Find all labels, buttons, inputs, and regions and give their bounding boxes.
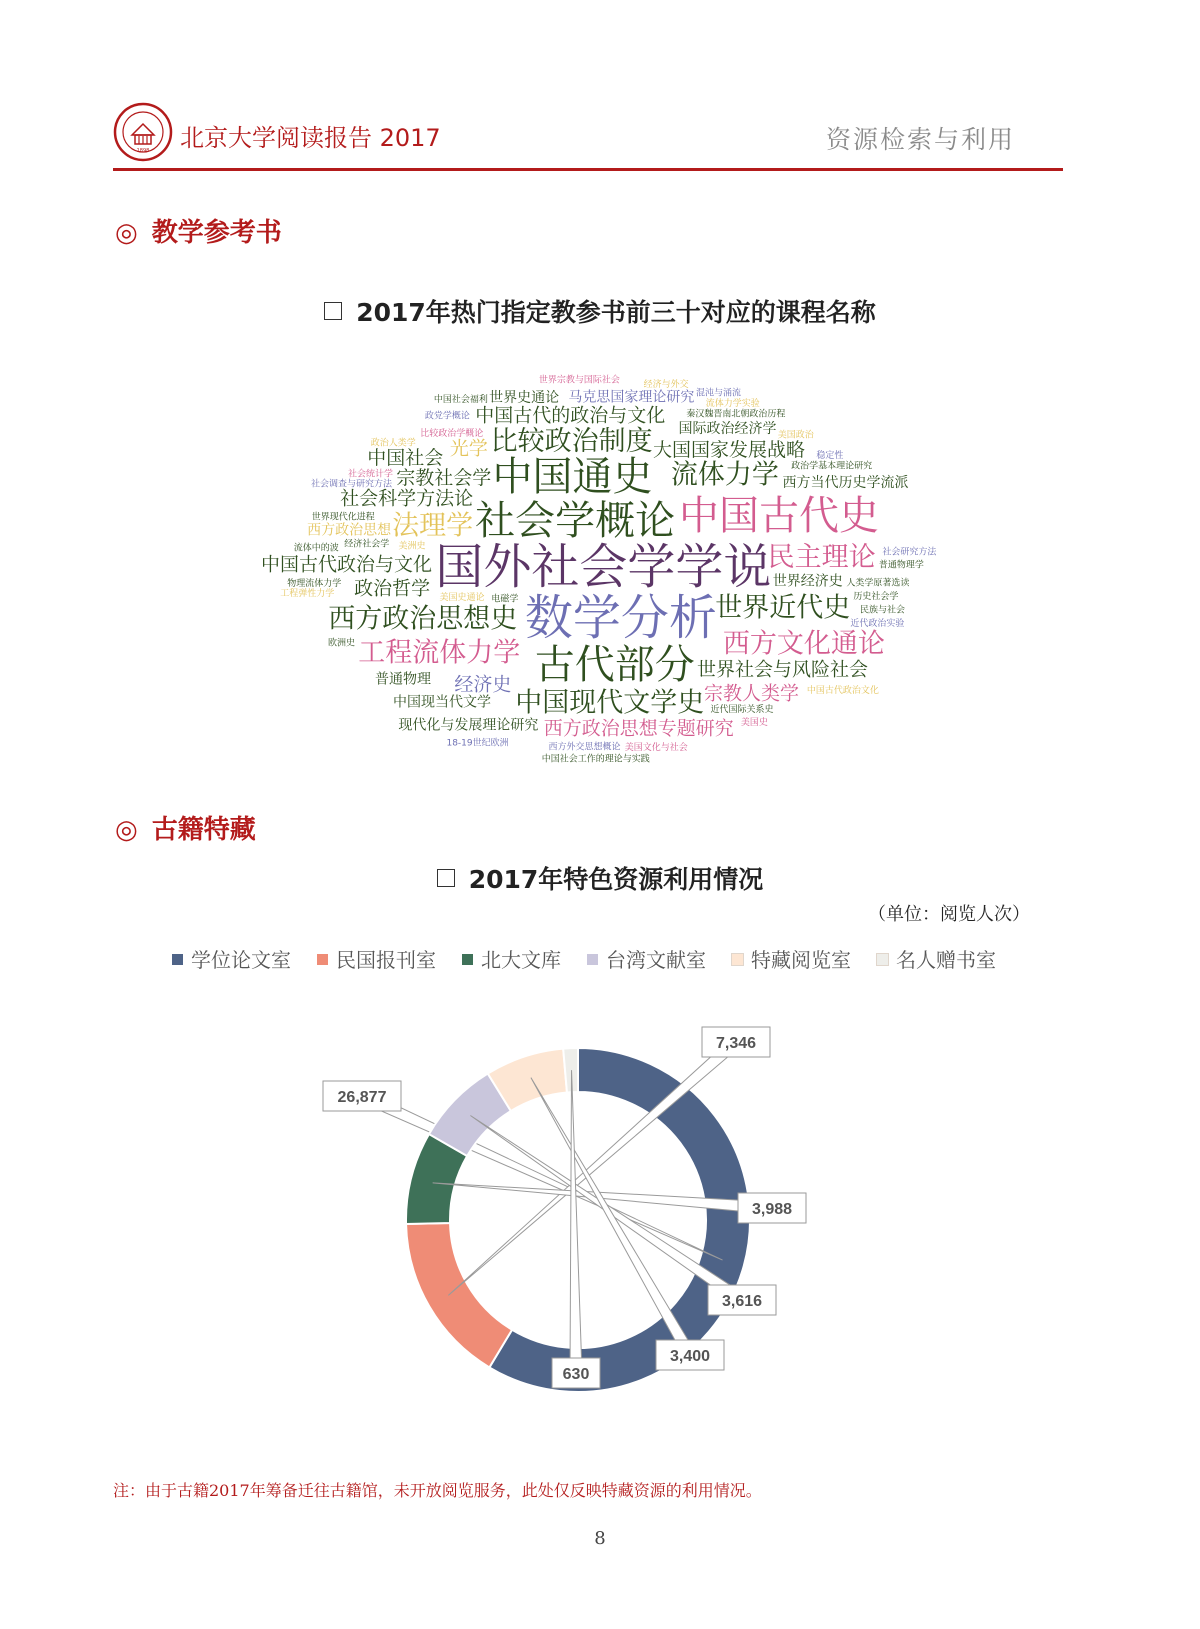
legend-label: 北大文库 bbox=[481, 948, 561, 972]
wordcloud-word: 工程弹性力学 bbox=[280, 588, 335, 599]
data-label: 7,346 bbox=[715, 1035, 757, 1052]
wordcloud-word: 民族与社会 bbox=[859, 605, 905, 616]
wordcloud-word: 大国国家发展战略 bbox=[652, 439, 806, 462]
chart-unit-label: （单位：阅览人次） bbox=[868, 904, 1030, 925]
legend-swatch bbox=[587, 954, 598, 965]
data-label: 3,616 bbox=[721, 1293, 763, 1310]
wordcloud-word: 世界经济史 bbox=[772, 573, 843, 590]
wordcloud-word: 经济社会学 bbox=[344, 539, 390, 550]
wordcloud-word: 社会统计学 bbox=[347, 469, 393, 480]
section-heading-textbooks bbox=[115, 212, 282, 249]
figure-title-wordcloud bbox=[0, 293, 1200, 329]
wordcloud-word: 宗教人类学 bbox=[704, 682, 800, 705]
wordcloud-word: 混沌与涌流 bbox=[695, 388, 741, 399]
wordcloud-word: 政治人类学 bbox=[370, 438, 416, 449]
data-label: 3,400 bbox=[669, 1348, 711, 1365]
legend-item bbox=[587, 944, 706, 973]
wordcloud-word: 西方外交思想概论 bbox=[548, 742, 621, 753]
legend-item bbox=[317, 944, 436, 973]
wordcloud-word: 社会研究方法 bbox=[882, 547, 937, 558]
section-circle-icon: ◎ bbox=[115, 815, 138, 845]
legend-swatch bbox=[462, 954, 473, 965]
wordcloud-word: 社会科学方法论 bbox=[340, 487, 474, 510]
wordcloud-word: 中国社会 bbox=[367, 446, 444, 469]
logo-year: 1898 bbox=[136, 148, 150, 154]
wordcloud-word: 世界近代史 bbox=[715, 592, 851, 624]
chart-legend bbox=[172, 944, 1032, 973]
wordcloud-word: 中国现代文学史 bbox=[515, 687, 705, 719]
wordcloud-word: 中国社会工作的理论与实践 bbox=[541, 754, 650, 765]
wordcloud-word: 美国史通论 bbox=[439, 593, 485, 604]
section-heading-ancient-books bbox=[115, 809, 256, 846]
wordcloud-word: 西方当代历史学流派 bbox=[782, 474, 909, 491]
checkbox-square-icon bbox=[324, 302, 342, 320]
wordcloud-word: 流体中的波 bbox=[293, 543, 339, 554]
wordcloud-word: 秦汉魏晋南北朝政治历程 bbox=[686, 409, 786, 420]
wordcloud-word: 政党学概论 bbox=[424, 411, 470, 422]
donut-chart bbox=[300, 1000, 860, 1460]
wordcloud-word: 西方政治思想 bbox=[307, 522, 392, 539]
wordcloud-word: 流体力学实验 bbox=[705, 398, 760, 409]
wordcloud-word: 美国文化与社会 bbox=[624, 743, 688, 754]
wordcloud-word: 稳定性 bbox=[816, 451, 844, 462]
wordcloud-word: 电磁学 bbox=[491, 594, 519, 605]
wordcloud-word: 法理学 bbox=[392, 510, 474, 542]
wordcloud-word: 人类学原著选读 bbox=[846, 578, 910, 589]
word-cloud bbox=[220, 346, 980, 776]
wordcloud-word: 近代国际关系史 bbox=[710, 704, 774, 715]
wordcloud-word: 世界现代化进程 bbox=[311, 512, 375, 523]
legend-swatch bbox=[877, 954, 888, 965]
wordcloud-word: 美国政治 bbox=[777, 430, 814, 441]
wordcloud-word: 世界社会与风险社会 bbox=[697, 658, 869, 681]
legend-label: 民国报刊室 bbox=[336, 948, 436, 972]
legend-item bbox=[732, 944, 851, 973]
wordcloud-word: 普通物理学 bbox=[878, 560, 924, 571]
wordcloud-word: 国际政治经济学 bbox=[678, 420, 777, 437]
legend-swatch bbox=[172, 954, 183, 965]
checkbox-square-icon bbox=[437, 869, 455, 887]
wordcloud-word: 中国现当代文学 bbox=[393, 694, 492, 711]
header-section-name: 资源检索与利用 bbox=[825, 125, 1015, 154]
wordcloud-word: 西方政治思想专题研究 bbox=[543, 717, 734, 740]
data-label: 26,877 bbox=[337, 1089, 387, 1106]
figure-title-text: 2017年特色资源利用情况 bbox=[468, 865, 764, 894]
legend-label: 学位论文室 bbox=[191, 948, 291, 972]
data-label: 630 bbox=[562, 1366, 590, 1383]
wordcloud-word: 物理流体力学 bbox=[287, 579, 342, 590]
wordcloud-word: 古代部分 bbox=[534, 641, 695, 688]
legend-swatch bbox=[732, 954, 743, 965]
report-title: 北京大学阅读报告 2017 bbox=[180, 124, 441, 152]
legend-label: 台湾文献室 bbox=[606, 948, 706, 972]
wordcloud-word: 经济与外交 bbox=[643, 380, 689, 391]
wordcloud-word: 美国史 bbox=[740, 718, 768, 729]
legend-label: 特藏阅览室 bbox=[751, 948, 851, 972]
wordcloud-word: 普通物理 bbox=[375, 671, 432, 688]
wordcloud-word: 欧洲史 bbox=[327, 638, 355, 649]
page-number: 8 bbox=[594, 1528, 606, 1549]
wordcloud-word: 中国古代史 bbox=[679, 493, 880, 540]
wordcloud-word: 比较政治制度 bbox=[490, 425, 653, 457]
wordcloud-word: 流体力学 bbox=[670, 459, 779, 491]
wordcloud-word: 社会调查与研究方法 bbox=[311, 479, 393, 490]
wordcloud-word: 政治学基本理论研究 bbox=[791, 461, 873, 472]
donut-slice bbox=[406, 1223, 512, 1367]
wordcloud-word: 中国古代政治与文化 bbox=[261, 553, 433, 576]
wordcloud-word: 政治哲学 bbox=[354, 577, 431, 600]
legend-label: 名人赠书室 bbox=[896, 948, 996, 972]
wordcloud-word: 现代化与发展理论研究 bbox=[398, 717, 539, 734]
wordcloud-word: 马克思国家理论研究 bbox=[568, 389, 695, 406]
figure-title-text: 2017年热门指定教参书前三十对应的课程名称 bbox=[356, 298, 876, 327]
library-logo bbox=[113, 102, 173, 162]
wordcloud-word: 世界史通论 bbox=[489, 389, 560, 406]
wordcloud-word: 美洲史 bbox=[398, 541, 426, 552]
wordcloud-word: 西方文化通论 bbox=[722, 628, 885, 660]
wordcloud-word: 国外社会学学说 bbox=[435, 539, 772, 596]
wordcloud-word: 世界宗教与国际社会 bbox=[538, 375, 620, 386]
section-title: 教学参考书 bbox=[151, 218, 282, 248]
wordcloud-word: 宗教社会学 bbox=[396, 467, 492, 490]
figure-title-donut bbox=[0, 860, 1200, 896]
wordcloud-word: 近代政治实验 bbox=[850, 619, 905, 630]
wordcloud-word: 比较政治学概论 bbox=[420, 428, 484, 439]
wordcloud-word: 西方政治思想史 bbox=[328, 603, 518, 635]
donut-slice bbox=[563, 1048, 578, 1092]
wordcloud-word: 历史社会学 bbox=[853, 591, 899, 602]
section-title: 古籍特藏 bbox=[151, 815, 256, 845]
wordcloud-word: 中国通史 bbox=[492, 454, 653, 501]
legend-item bbox=[462, 944, 561, 973]
footnote: 注：由于古籍2017年筹备迁往古籍馆，未开放阅览服务，此处仅反映特藏资源的利用情况。 bbox=[113, 1481, 762, 1500]
wordcloud-word: 中国古代的政治与文化 bbox=[475, 404, 666, 427]
wordcloud-word: 中国社会福利 bbox=[433, 395, 488, 406]
wordcloud-word: 工程流体力学 bbox=[358, 637, 521, 669]
legend-item bbox=[172, 944, 291, 973]
wordcloud-word: 光学 bbox=[449, 437, 488, 460]
wordcloud-word: 经济史 bbox=[454, 673, 512, 696]
wordcloud-word: 民主理论 bbox=[767, 542, 876, 574]
wordcloud-word: 社会学概论 bbox=[475, 497, 676, 544]
data-label: 3,988 bbox=[751, 1201, 793, 1218]
header-divider bbox=[113, 168, 1063, 171]
legend-item bbox=[877, 944, 996, 973]
legend-swatch bbox=[317, 954, 328, 965]
callout-pointer bbox=[570, 1070, 582, 1373]
section-circle-icon: ◎ bbox=[115, 218, 138, 248]
wordcloud-word: 数学分析 bbox=[524, 589, 717, 646]
wordcloud-word: 中国古代政治文化 bbox=[806, 685, 879, 696]
wordcloud-word: 18-19世纪欧洲 bbox=[446, 738, 509, 749]
